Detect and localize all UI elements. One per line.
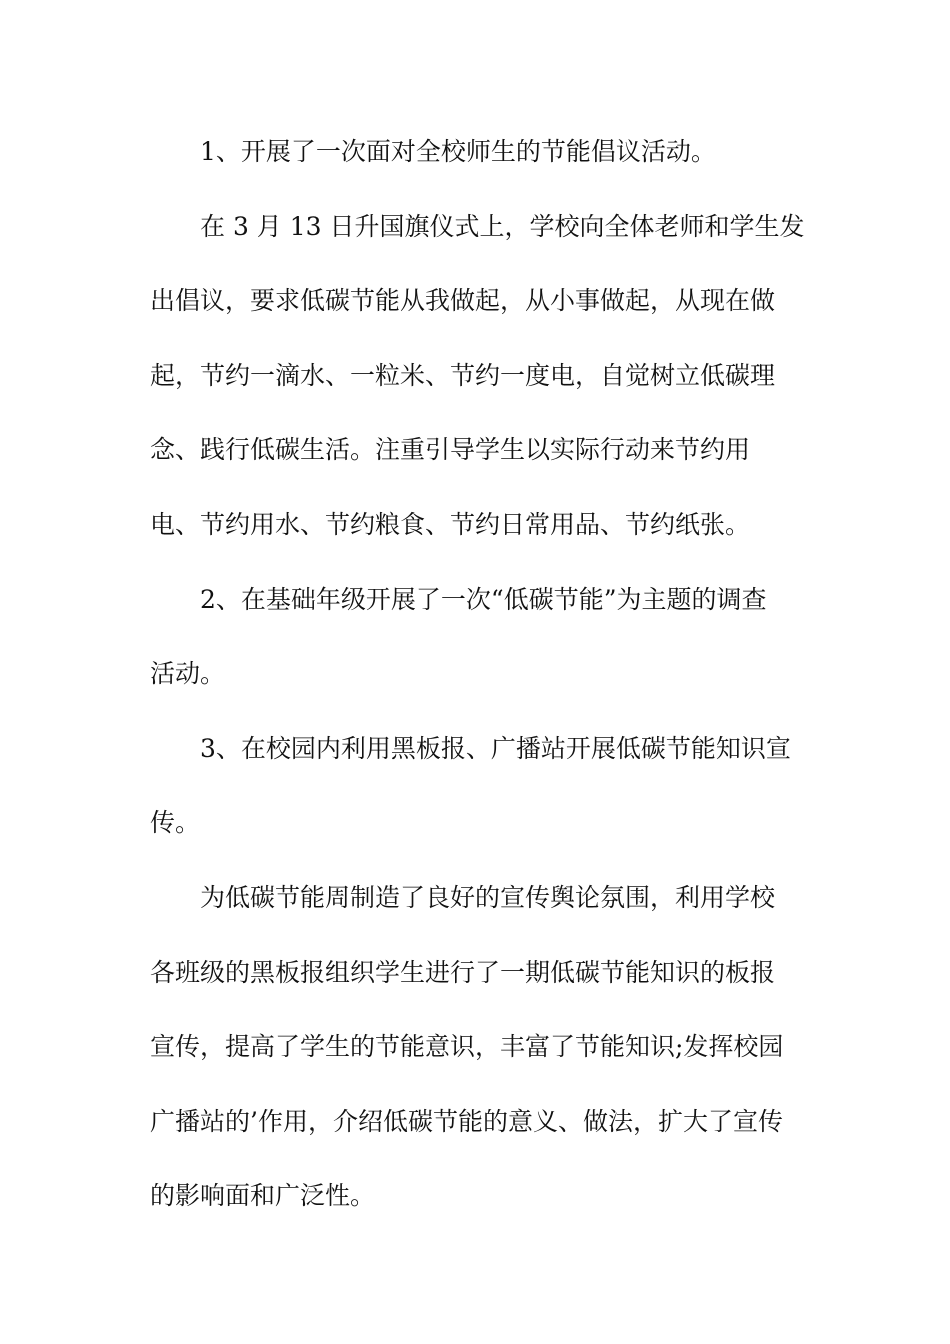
paragraph-4 [150,712,810,861]
text-line: 1、开展了一次面对全校师生的节能倡议活动。 [200,137,716,166]
paragraph-2 [150,190,810,563]
text-line: 宣传，提高了学生的节能意识，丰富了节能知识;发挥校园 [150,1032,784,1062]
paragraph-3 [150,563,810,712]
paragraph-1 [150,115,810,190]
document-body [150,115,810,1234]
text-line: 念、践行低碳生活。注重引导学生以实际行动来节约用 [150,435,751,465]
text-line: 2、在基础年级开展了一次“低碳节能”为主题的调查 [200,584,767,614]
text-line: 广播站的’作用，介绍低碳节能的意义、做法，扩大了宣传 [150,1106,783,1136]
text-line: 传。 [150,808,201,838]
paragraph-5 [150,861,810,1234]
text-line: 的影响面和广泛性。 [150,1181,376,1211]
text-line: 在 3 月 13 日升国旗仪式上，学校向全体老师和学生发 [200,211,805,241]
text-line: 为低碳节能周制造了良好的宣传舆论氛围，利用学校 [200,882,776,912]
text-line: 出倡议，要求低碳节能从我做起，从小事做起，从现在做 [150,286,776,316]
text-line: 活动。 [150,659,226,689]
text-line: 电、节约用水、节约粮食、节约日常用品、节约纸张。 [150,509,751,539]
text-line: 3、在校园内利用黑板报、广播站开展低碳节能知识宣 [200,733,791,763]
text-line: 各班级的黑板报组织学生进行了一期低碳节能知识的板报 [150,957,776,987]
text-line: 起，节约一滴水、一粒米、节约一度电，自觉树立低碳理 [150,360,776,390]
